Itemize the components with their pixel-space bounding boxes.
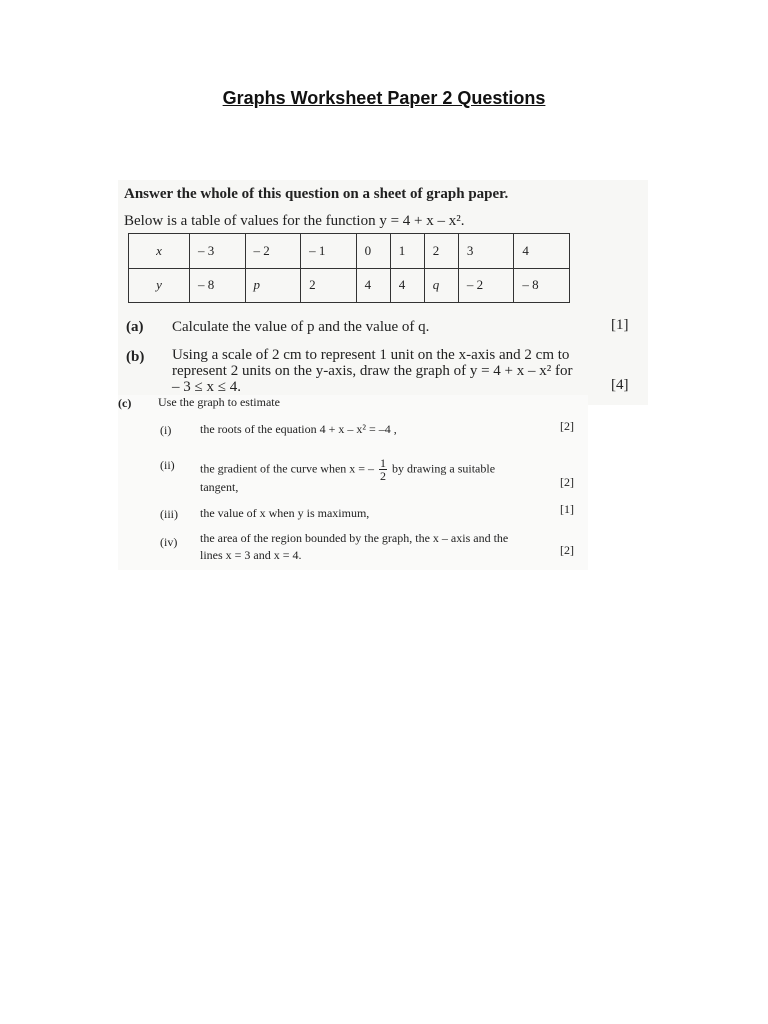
- part-b-marks: [4]: [611, 377, 629, 393]
- table-cell: q: [424, 268, 458, 303]
- part-c-ii-text: [200, 457, 495, 482]
- table-cell: – 2: [458, 268, 514, 303]
- question-intro: Answer the whole of this question on a sheet of graph paper.: [124, 186, 509, 202]
- values-table: [128, 233, 570, 303]
- part-c-ii-text-before: the gradient of the curve when x = –: [200, 461, 375, 476]
- part-c-ii-marks: [2]: [560, 475, 574, 489]
- part-b-line1: Using a scale of 2 cm to represent 1 unit on the x-axis and 2 cm to: [172, 347, 570, 363]
- part-c-iii-marks: [1]: [560, 502, 574, 516]
- part-c-label: (c): [118, 396, 132, 410]
- part-c-i-label: (i): [160, 423, 172, 437]
- part-c-i-text: the roots of the equation 4 + x – x² = –4 ,: [200, 422, 397, 436]
- page-title: Graphs Worksheet Paper 2 Questions: [222, 88, 546, 108]
- part-c-iv-text: the area of the region bounded by the graph, the x – axis and the: [200, 531, 509, 545]
- part-c-ii-text2: tangent,: [200, 480, 239, 494]
- part-b-label: (b): [126, 349, 145, 365]
- table-cell: 4: [390, 268, 424, 303]
- table-cell: 1: [390, 234, 424, 269]
- fraction-numerator: 1: [380, 456, 387, 470]
- part-c-i-marks: [2]: [560, 419, 574, 433]
- part-c-iv-marks: [2]: [560, 543, 574, 557]
- table-cell: 4: [514, 234, 570, 269]
- part-c-iv-text2: lines x = 3 and x = 4.: [200, 548, 302, 562]
- table-cell: – 8: [190, 268, 246, 303]
- table-header-x: x: [129, 234, 190, 269]
- part-c-iv-label: (iv): [160, 535, 178, 549]
- table-cell: – 1: [301, 234, 357, 269]
- table-cell: 0: [356, 234, 390, 269]
- table-cell: – 8: [514, 268, 570, 303]
- table-row-y: [129, 268, 570, 303]
- table-cell: 4: [356, 268, 390, 303]
- table-header-y: y: [129, 268, 190, 303]
- table-cell: p: [245, 268, 301, 303]
- table-row-x: [129, 234, 570, 269]
- fraction: [379, 457, 387, 482]
- part-b-line3: – 3 ≤ x ≤ 4.: [172, 379, 241, 395]
- part-a-label: (a): [126, 319, 144, 335]
- part-c-text: Use the graph to estimate: [158, 395, 280, 409]
- table-cell: 3: [458, 234, 514, 269]
- table-cell: 2: [424, 234, 458, 269]
- part-c-ii-text-after: by drawing a suitable: [392, 461, 496, 476]
- part-c-ii-label: (ii): [160, 458, 175, 472]
- part-b-line2: represent 2 units on the y-axis, draw the graph of y = 4 + x – x² for: [172, 363, 573, 379]
- part-a-marks: [1]: [611, 317, 629, 333]
- part-a-text: Calculate the value of p and the value of q.: [172, 319, 430, 335]
- fraction-denominator: 2: [380, 469, 387, 483]
- part-c-iii-label: (iii): [160, 507, 178, 521]
- part-c-iii-text: the value of x when y is maximum,: [200, 506, 370, 520]
- table-cell: – 3: [190, 234, 246, 269]
- table-cell: 2: [301, 268, 357, 303]
- table-cell: – 2: [245, 234, 301, 269]
- table-intro: Below is a table of values for the function y = 4 + x – x².: [124, 213, 465, 229]
